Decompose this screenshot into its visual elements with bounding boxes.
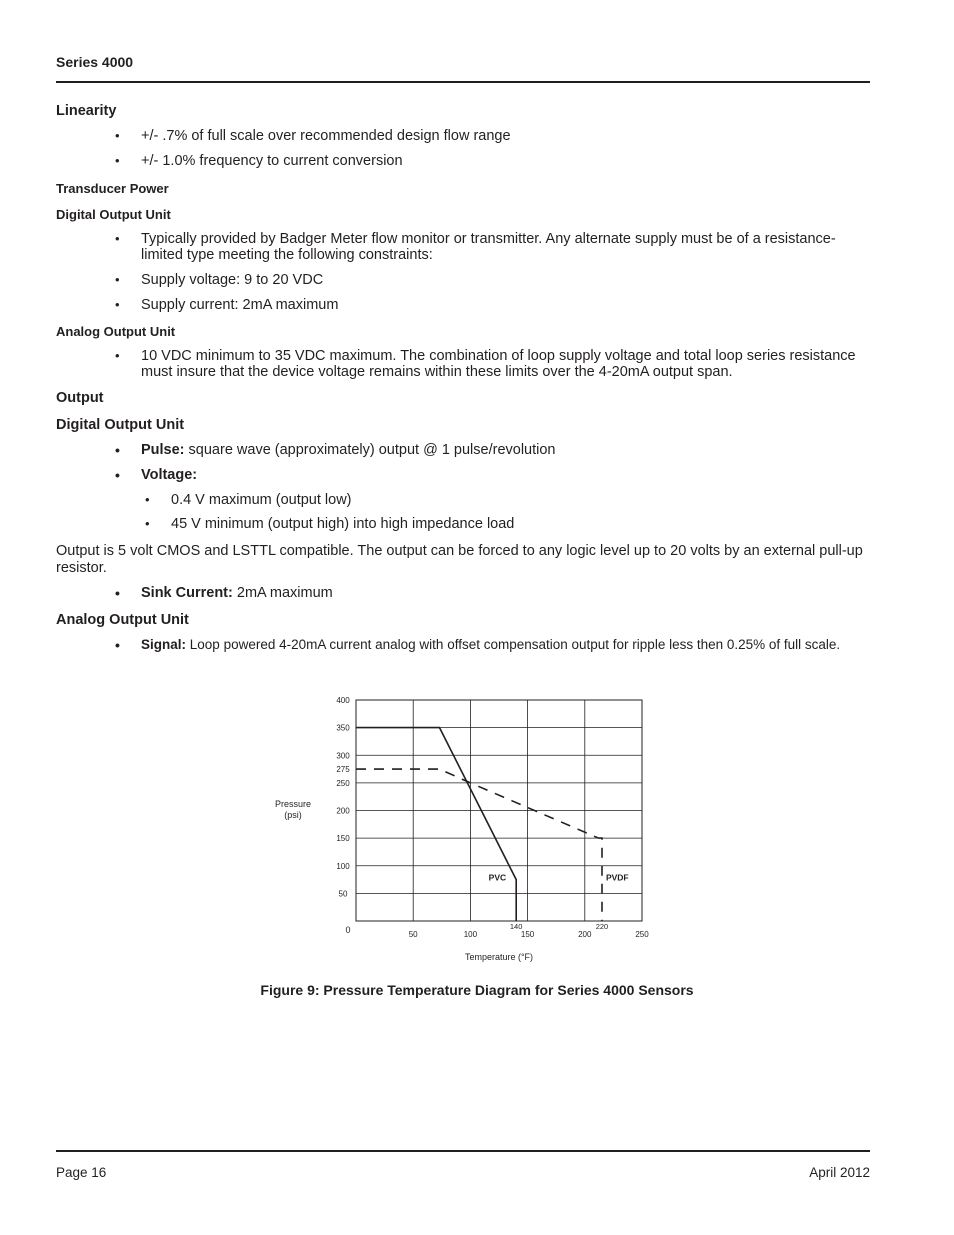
series-label-pvc: PVC [488, 872, 507, 883]
footer-date: April 2012 [809, 1165, 870, 1180]
series-line-pvdf [356, 769, 602, 921]
x-tick-label: 100 [463, 930, 478, 939]
analog-power-item-line-2: must insure that the device voltage remains within these limits over the 4-20mA output span. [141, 364, 733, 380]
sink-current-label: Sink Current: [141, 585, 233, 601]
annotation-label: 220 [595, 922, 609, 931]
y-tick-label: 50 [338, 889, 348, 899]
x-tick-label: 250 [635, 930, 649, 939]
annotation-label: 140 [509, 922, 523, 931]
voltage-high-item: 45 V minimum (output high) into high impedance load [171, 516, 515, 532]
output-heading: Output [56, 390, 104, 406]
bullet: • [145, 492, 150, 507]
output-note-line-1: Output is 5 volt CMOS and LSTTL compatible. The output can be forced to any logic level up to 20 volts by an external pull-up [56, 543, 863, 559]
series-line-pvc [356, 728, 516, 921]
bullet: • [115, 585, 120, 601]
linearity-item-1: +/- .7% of full scale over recommended design flow range [141, 128, 511, 144]
x-tick-label: 50 [408, 930, 418, 939]
x-axis-label: Temperature (°F) [464, 952, 534, 962]
output-digital-heading: Digital Output Unit [56, 417, 185, 433]
figure-caption: Figure 9: Pressure Temperature Diagram for Series 4000 Sensors [260, 982, 694, 998]
supply-voltage-item: Supply voltage: 9 to 20 VDC [141, 272, 324, 288]
series-title: Series 4000 [56, 54, 134, 70]
digital-power-item-1-line-1: Typically provided by Badger Meter flow monitor or transmitter. Any alternate supply must be of a resistance- [141, 231, 836, 247]
supply-current-item: Supply current: 2mA maximum [141, 297, 339, 313]
digital-power-item-1-line-2: limited type meeting the following constraints: [141, 247, 433, 263]
y-tick-label: 275 [336, 765, 350, 775]
voltage-label: Voltage: [141, 467, 198, 483]
bullet: • [115, 467, 120, 483]
y-tick-label: 250 [336, 778, 350, 788]
bullet: • [115, 348, 120, 363]
x-tick-label: 150 [520, 930, 535, 939]
bullet: • [115, 442, 120, 458]
voltage-low-item: 0.4 V maximum (output low) [171, 492, 352, 508]
output-note-line-2: resistor. [56, 560, 107, 576]
chart-series [356, 728, 602, 921]
signal-text: Loop powered 4-20mA current analog with offset compensation output for ripple less then 0.25% of full scale. [189, 637, 841, 652]
sink-current-text: 2mA maximum [236, 585, 333, 601]
footer-rule [56, 1150, 870, 1152]
bullet: • [115, 231, 120, 246]
origin-label: 0 [345, 925, 351, 935]
chart-grid [356, 700, 642, 921]
bullet: • [115, 153, 120, 168]
y-axis-label-line-2: (psi) [284, 810, 302, 820]
y-tick-label: 400 [336, 696, 350, 705]
y-tick-label: 300 [336, 751, 350, 761]
bullet: • [115, 272, 120, 287]
x-tick-label: 200 [578, 930, 592, 939]
linearity-item-2: +/- 1.0% frequency to current conversion [141, 153, 403, 169]
y-tick-label: 200 [336, 806, 350, 816]
y-axis-label-line-1: Pressure [274, 799, 312, 809]
linearity-heading: Linearity [56, 103, 117, 119]
bullet: • [115, 297, 120, 312]
bullet: • [115, 637, 120, 653]
output-analog-heading: Analog Output Unit [56, 612, 189, 628]
signal-label: Signal: [141, 637, 187, 652]
analog-output-unit-heading: Analog Output Unit [56, 324, 176, 339]
analog-power-item-line-1: 10 VDC minimum to 35 VDC maximum. The combination of loop supply voltage and total loop series resistance [141, 348, 856, 364]
series-label-pvdf: PVDF [605, 872, 629, 883]
y-tick-label: 100 [336, 861, 350, 871]
page-number: Page 16 [56, 1165, 107, 1180]
bullet: • [115, 128, 120, 143]
digital-output-unit-heading: Digital Output Unit [56, 207, 171, 222]
pulse-text: square wave (approximately) output @ 1 pulse/revolution [188, 442, 556, 458]
pulse-label: Pulse: [141, 442, 185, 458]
bullet: • [145, 516, 150, 531]
transducer-power-heading: Transducer Power [56, 181, 169, 196]
y-tick-label: 350 [336, 723, 350, 733]
y-tick-label: 150 [336, 834, 350, 844]
